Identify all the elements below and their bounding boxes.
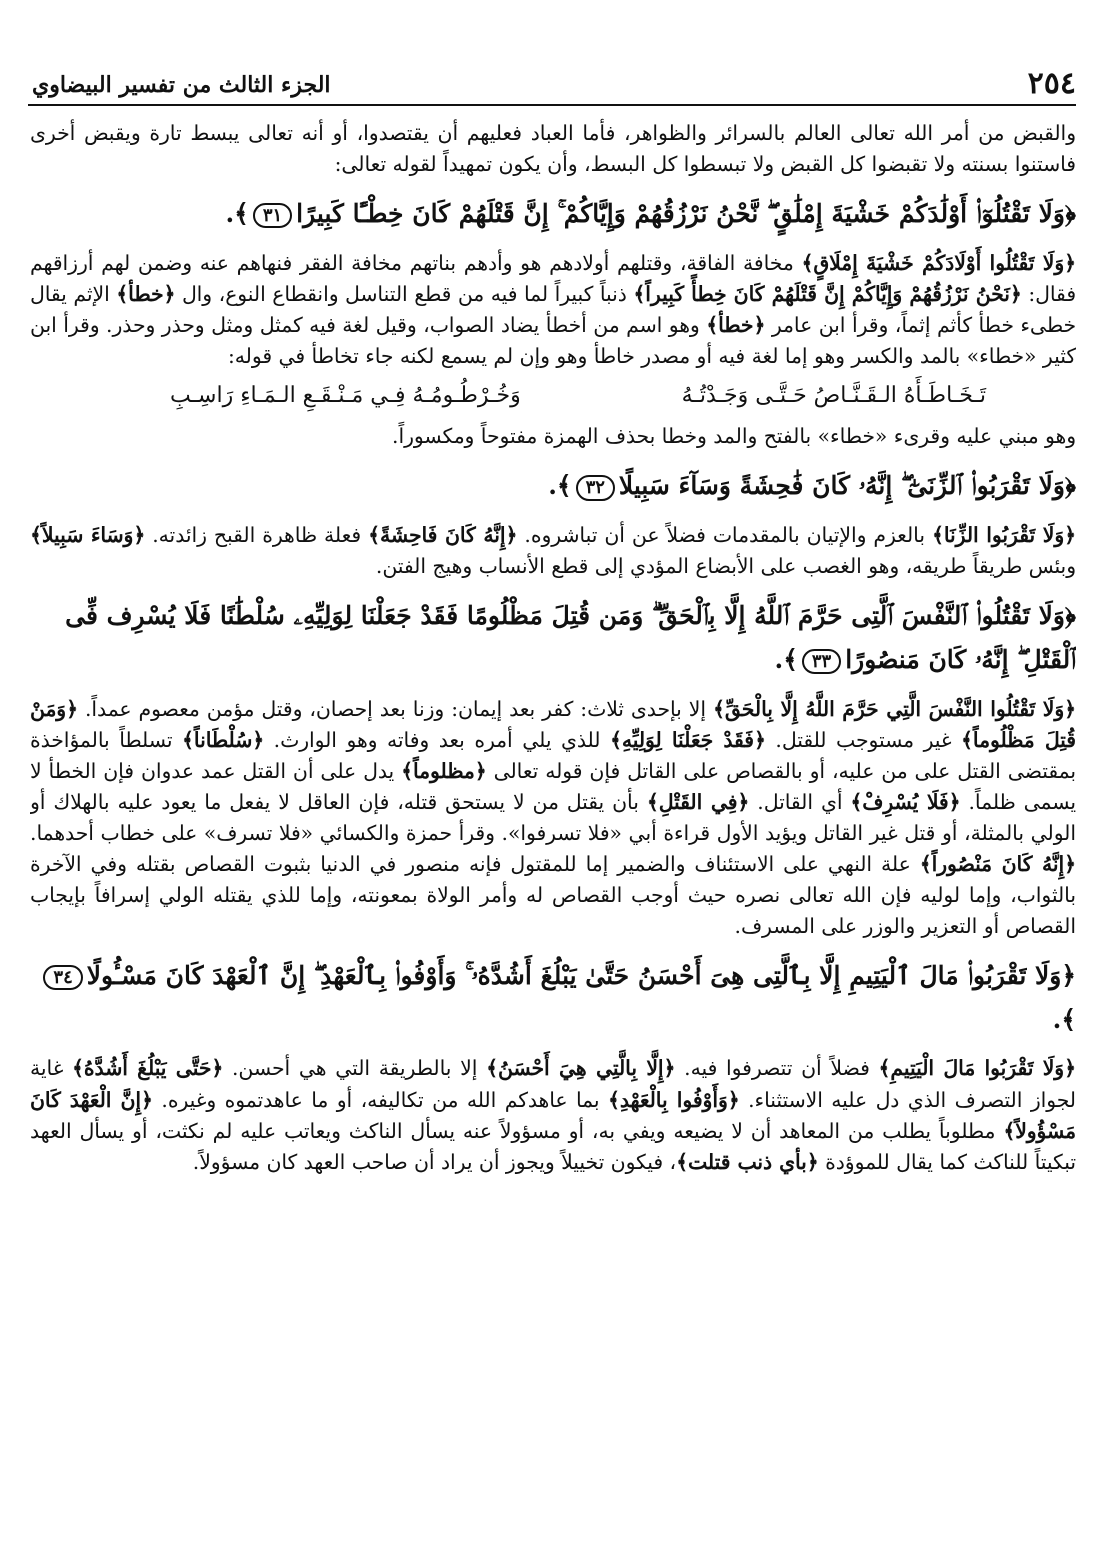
commentary-text: فعلة ظاهرة القبح زائدته. xyxy=(145,523,369,548)
commentary-paragraph xyxy=(30,248,1076,372)
quran-quote: ﴿خطأ﴾ xyxy=(116,281,176,306)
commentary-text: علة النهي على الاستئناف والضمير إما للمقتول فإنه منصور في الدنيا بثبوت القصاص بقتله وفي الآخرة بالثواب، وإما لوليه فإن الله تعالى نصره حيث أوجب القصاص له وأمر الولاة بمعونته، وإما للذي يقتله الولي إسرافاً بإيجاب القصاص أو التعزير والوزر على المسرف. xyxy=(30,851,1076,938)
quran-verse xyxy=(30,192,1076,236)
verse-text: ﴿وَلَا تَقْتُلُوٓا۟ أَوْلَٰدَكُمْ خَشْيَةَ إِمْلَٰقٍ ۖ نَّحْنُ نَرْزُقُهُمْ وَإِيَّاكُمْ ۚ إِنَّ قَتْلَهُمْ كَانَ خِطْـًٔا كَبِيرًا xyxy=(296,199,1076,229)
quran-quote: ﴿مظلوماً﴾ xyxy=(401,758,487,783)
quran-quote: ﴿نَحْنُ نَرْزُقُهُمْ وَإِيَّاكُمْ إِنَّ قَتْلَهُمْ كَانَ خِطأً كَبِيراً﴾ xyxy=(633,281,1022,306)
commentary-text: بالعزم والإتيان بالمقدمات فضلاً عن أن تباشروه. xyxy=(517,523,932,548)
commentary-text: الإثم يقال خطىء خطأ كأثم إثماً، وقرأ ابن عامر xyxy=(30,281,1076,337)
commentary-text: غاية لجواز التصرف الذي دل عليه الاستثناء. xyxy=(30,1056,1076,1112)
commentary-paragraph xyxy=(30,118,1076,180)
verse-number-badge: ٣٣ xyxy=(802,649,841,675)
quran-quote: ﴿وَمَنْ قُتِلَ مَظْلُوماً﴾ xyxy=(30,696,1076,752)
commentary-text: وبئس طريقاً طريقه، وهو الغصب على الأبضاع المؤدي إلى قطع الأنساب وهيج الفتن. xyxy=(375,554,1076,579)
quran-quote: ﴿فَلَا يُسْرِفْ﴾ xyxy=(850,789,961,814)
poetry-second-hemistich: وَخُـرْطُـومُـهُ فِـي مَـنْـقَـعِ الـمَـاءِ رَاسِـبِ xyxy=(170,383,521,409)
commentary-text: فضلاً أن تتصرفوا فيه. xyxy=(675,1056,879,1081)
commentary-text: تسلطاً بالمؤاخذة بمقتضى القتل على من عليه، أو بالقصاص على القاتل فإن قوله تعالى xyxy=(30,727,1076,783)
verse-number-badge: ٣٤ xyxy=(43,965,82,991)
verse-text: ﴿وَلَا تَقْرَبُوا۟ ٱلزِّنَىٰٓ ۖ إِنَّهُۥ كَانَ فَٰحِشَةً وَسَآءَ سَبِيلًا xyxy=(618,471,1076,501)
commentary-text: ، فيكون تخييلاً ويجوز أن يراد أن صاحب العهد كان مسؤولاً. xyxy=(192,1149,677,1174)
verse-number-badge: ٣٢ xyxy=(576,475,615,501)
verse-text: ﴿وَلَا تَقْرَبُوا۟ مَالَ ٱلْيَتِيمِ إِلَّا بِٱلَّتِى هِىَ أَحْسَنُ حَتَّىٰ يَبْلُغَ أَشُدَّهُۥ ۚ وَأَوْفُوا۟ بِٱلْعَهْدِ ۖ إِنَّ ٱلْعَهْدَ كَانَ مَسْـُٔولًا xyxy=(86,960,1076,990)
quran-quote: ﴿حَتَّى يَبْلُغَ أَشُدَّهُ﴾ xyxy=(72,1056,224,1081)
commentary-text: وهو اسم من أخطأ يضاد الصواب، وقيل لغة فيه كمثل ومثل وحذر وحذر. وقرأ ابن كثير «خطاء» بالمد والكسر وهو إما لغة فيه أو مصدر خاطأ وهو وإن لم يسمع لكنه جاء تخاطأ في قوله: xyxy=(30,312,1076,368)
quran-quote: ﴿إِنَّ الْعَهْدَ كَانَ مَسْؤُولاً﴾ xyxy=(30,1087,1076,1143)
verse-end-bracket: ﴾. xyxy=(225,199,249,229)
quran-quote: ﴿إِنَّهُ كَانَ فَاحِشَةً﴾ xyxy=(368,523,518,548)
page-header xyxy=(28,58,1076,106)
poetry-verse xyxy=(30,378,1076,413)
commentary-text: بما عاهدكم الله من تكاليفه، أو ما عاهدتموه وغيره. xyxy=(152,1087,608,1112)
commentary-paragraph xyxy=(30,1053,1076,1177)
quran-quote: ﴿فَقَدْ جَعَلْنَا لِوَلِيِّهِ﴾ xyxy=(610,727,766,752)
commentary-text: أي القاتل. xyxy=(749,789,851,814)
verse-end-bracket: ﴾. xyxy=(548,471,572,501)
commentary-text: ذنباً كبيراً لما فيه من قطع التناسل وانقطاع النوع، وال xyxy=(175,281,634,306)
verse-end-bracket: ﴾. xyxy=(1052,1004,1076,1034)
commentary-text: والقبض من أمر الله تعالى العالم بالسرائر والظواهر، فأما العباد فعليهم أن يقتصدوا، أو أنه تعالى يبسط تارة ويقبض أخرى فاستنوا بسنته ولا تقبضوا كل القبض ولا تبسطوا كل البسط، وأن يكون تمهيداً لقوله تعالى: xyxy=(30,121,1076,177)
commentary-paragraph xyxy=(30,694,1076,942)
commentary-paragraph xyxy=(30,421,1076,452)
running-title: الجزء الثالث من تفسير البيضاوي xyxy=(32,72,331,98)
quran-quote: ﴿وَأَوْفُوا بِالْعَهْدِ﴾ xyxy=(607,1087,740,1112)
quran-quote: ﴿وَسَاءَ سَبِيلاً﴾ xyxy=(30,523,146,548)
quran-quote: ﴿خطأ﴾ xyxy=(706,312,766,337)
quran-quote: ﴿وَلَا تَقْتُلُوا النَّفْسَ الَّتِي حَرَّمَ اللَّهُ إِلَّا بِالْحَقِّ﴾ xyxy=(713,696,1076,721)
commentary-paragraph xyxy=(30,520,1076,582)
verse-text: ﴿وَلَا تَقْتُلُوا۟ ٱلنَّفْسَ ٱلَّتِى حَرَّمَ ٱللَّهُ إِلَّا بِٱلْحَقِّ ۗ وَمَن قُتِلَ مَظْلُومًا فَقَدْ جَعَلْنَا لِوَلِيِّهِۦ سُلْطَٰنًا فَلَا يُسْرِف فِّى ٱلْقَتْلِ ۖ إِنَّهُۥ كَانَ مَنصُورًا xyxy=(65,601,1076,674)
quran-verse xyxy=(30,464,1076,508)
commentary-text: غير مستوجب للقتل. xyxy=(765,727,962,752)
commentary-body xyxy=(30,118,1076,1538)
quran-quote: ﴿وَلَا تَقْرَبُوا الزِّنَا﴾ xyxy=(931,523,1076,548)
quran-quote: ﴿وَلَا تَقْتُلُوا أَوْلَادَكُمْ خَشْيَةَ إِمْلَاقٍ﴾ xyxy=(801,250,1076,275)
verse-end-bracket: ﴾. xyxy=(774,644,798,674)
quran-quote: ﴿فِي القَتْلِ﴾ xyxy=(646,789,750,814)
commentary-text: إلا بالطريقة التي هي أحسن. xyxy=(223,1056,487,1081)
quran-quote: ﴿سُلْطَاناً﴾ xyxy=(182,727,265,752)
quran-verse xyxy=(30,954,1076,1042)
quran-quote: ﴿بأي ذنب قتلت﴾ xyxy=(676,1149,819,1174)
poetry-first-hemistich: تَـخَـاطَـأَهُ الـقَـنَّـاصُ حَـتَّـى وَجَـدْتُـهُ xyxy=(681,383,986,409)
commentary-text: مخافة الفاقة، وقتلهم أولادهم هو وأدهم بناتهم مخافة الفقر فنهاهم عنه وضمن لهم أرزاقهم فقال: xyxy=(30,250,1076,306)
commentary-text: بأن يقتل من لا يستحق قتله، فإن العاقل لا يفعل ما يعود عليه بالهلاك أو الولي بالمثلة، أو قتل غير القاتل ويؤيد الأول قراءة أبي «فلا تسرفوا». وقرأ حمزة والكسائي «فلا تسرف» على خطاب أحدهما. xyxy=(30,789,1076,845)
page-number: ٢٥٤ xyxy=(1027,66,1076,101)
quran-quote: ﴿إِنَّهُ كَانَ مَنْصُوراً﴾ xyxy=(919,851,1076,876)
verse-number-badge: ٣١ xyxy=(253,203,292,229)
commentary-text: وهو مبني عليه وقرىء «خطاء» بالفتح والمد وخطا بحذف الهمزة مفتوحاً ومكسوراً. xyxy=(392,424,1076,449)
quran-verse xyxy=(30,594,1076,682)
commentary-text: يدل على أن القتل عمد عدوان فإن الخطأ لا يسمى ظلماً. xyxy=(30,758,1076,814)
quran-quote: ﴿إِلَّا بِالَّتِي هِيَ أَحْسَنُ﴾ xyxy=(486,1056,676,1081)
commentary-text: مطلوباً يطلب من المعاهد أن لا يضيعه ويفي به، أو مسؤولاً عنه يسأل الناكث ويعاتب عليه لم نكثت، أو يسأل العهد تبكيتاً للناكث كما يقال للموؤدة xyxy=(30,1118,1076,1174)
quran-quote: ﴿وَلَا تَقْرَبُوا مَالَ الْيَتِيمِ﴾ xyxy=(878,1056,1076,1081)
commentary-text: للذي يلي أمره بعد وفاته وهو الوارث. xyxy=(264,727,610,752)
commentary-text: إلا بإحدى ثلاث: كفر بعد إيمان: وزنا بعد إحصان، وقتل مؤمن معصوم عمداً. xyxy=(77,696,713,721)
